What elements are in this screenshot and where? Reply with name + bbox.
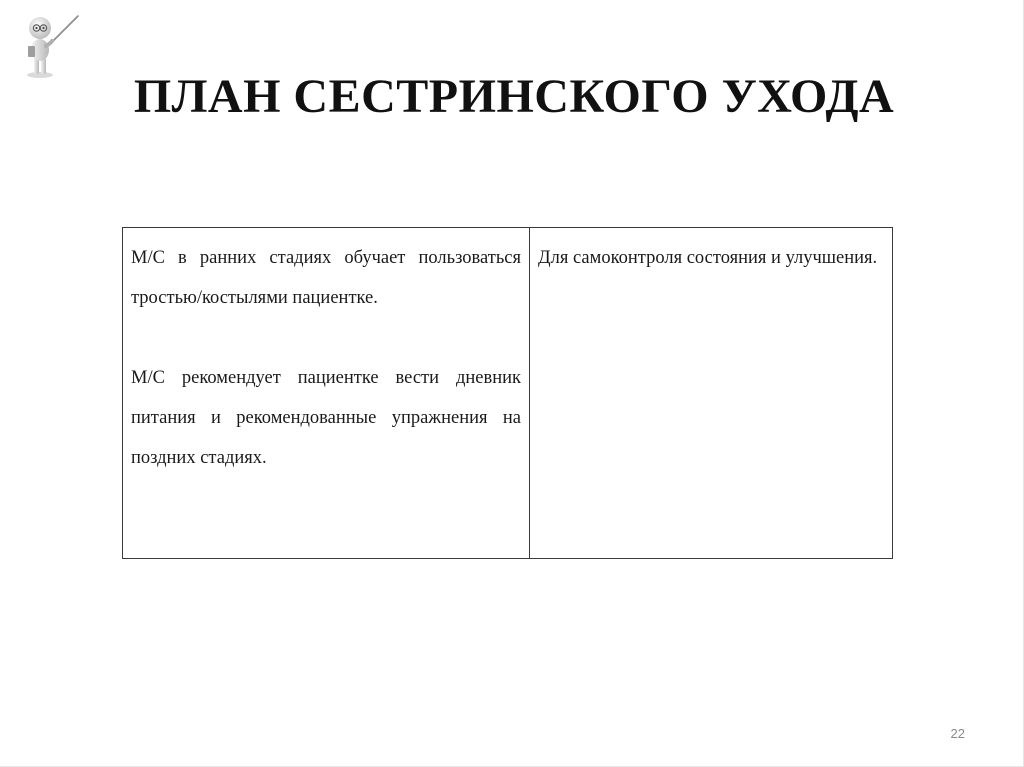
page-title: ПЛАН СЕСТРИНСКОГО УХОДА <box>133 70 895 123</box>
rationale-text: Для самоконтроля состояния и улучшения. <box>538 248 878 268</box>
page-number: 22 <box>950 726 965 741</box>
intervention-text: М/С в ранних стадиях обучает пользоваться тростью/костылями пациентке. <box>131 248 521 308</box>
rationale-cell <box>530 228 893 559</box>
nursing-plan-table <box>122 227 893 559</box>
intervention-cell <box>123 228 530 559</box>
table-row <box>123 228 893 559</box>
intervention-text: М/С рекомендует пациентке вести дневник питания и рекомендованные упражнения на поздних стадиях. <box>131 368 521 468</box>
